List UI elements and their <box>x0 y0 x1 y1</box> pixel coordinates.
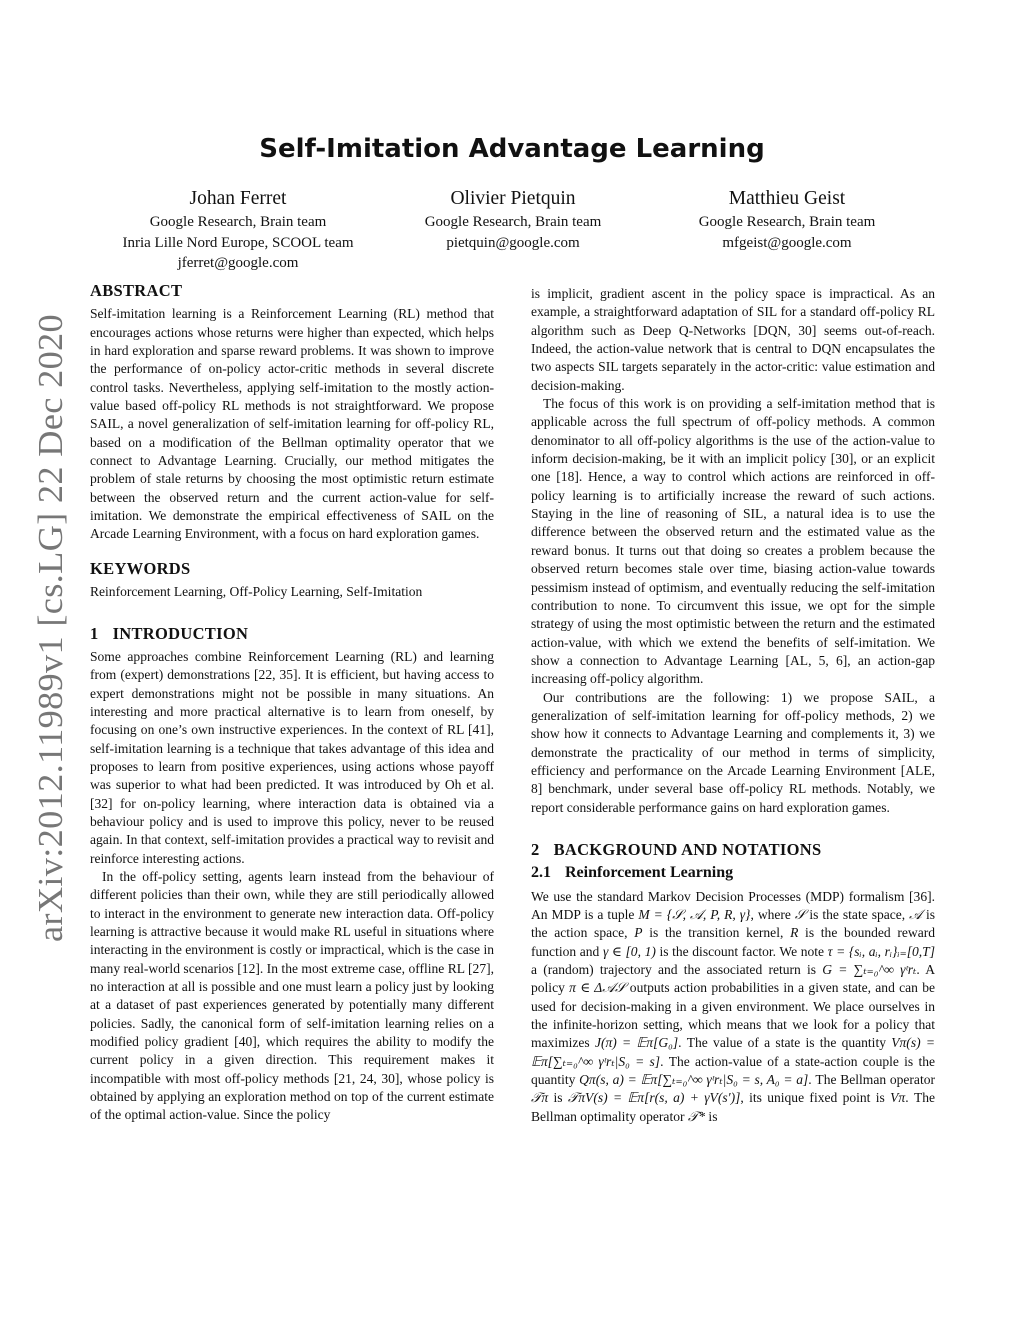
text-run: outputs action probabilities in a given state, and can be used for decision-making in a given environment. We place ourselves in the infinite-horizon setting, which means that we look for a policy that maximizes <box>531 980 935 1051</box>
text-run: is the action space, <box>531 907 935 941</box>
math-inline: 𝒯πV(s) = 𝔼π[r(s, a) + γV(s′)] <box>567 1090 741 1106</box>
author-block <box>363 186 663 253</box>
keywords-heading: KEYWORDS <box>90 558 191 578</box>
author-email: pietquin@google.com <box>446 234 580 251</box>
section-number: 2 <box>531 839 540 859</box>
text-run: , its unique fixed point is <box>740 1090 891 1106</box>
author-email: jferret@google.com <box>177 255 299 271</box>
text-run: a (random) trajectory and the associated return is <box>531 962 823 978</box>
text-run: is <box>705 1108 718 1124</box>
math-inline: γ ∈ [0, 1) <box>602 943 656 959</box>
background-paragraph <box>531 888 935 1126</box>
author-name: Olivier Pietquin <box>450 188 576 209</box>
math-inline: G = ∑ₜ₌₀^∞ γᵗrₜ <box>822 962 917 978</box>
text-run: is the state space, <box>805 907 910 922</box>
intro-paragraph: is implicit, gradient ascent in the policy space is impractical. As an example, a straightforward adaptation of SIL for a standard off-policy RL algorithm such as Deep Q-Networks [DQN, 30] seems out-of-reach. Indeed, the action-value network that is central to DQN encapsulates the two aspects SIL targets separately in the actor-critic: value estimation and decision-making. <box>531 286 935 393</box>
text-run: . The Bellman optimality operator <box>531 1090 935 1124</box>
math-inline: Vπ <box>890 1090 906 1106</box>
subsection-number: 2.1 <box>531 864 551 882</box>
rl-subheading <box>531 864 935 882</box>
section-title: INTRODUCTION <box>112 623 249 643</box>
page-title: Self-Imitation Advantage Learning <box>259 134 765 164</box>
abstract-heading: ABSTRACT <box>90 281 183 300</box>
math-inline: J(π) = 𝔼π[G₀] <box>594 1035 679 1051</box>
keywords-text: Reinforcement Learning, Off-Policy Learning, Self-Imitation <box>90 584 423 600</box>
section-title: BACKGROUND AND NOTATIONS <box>553 839 822 859</box>
author-name: Johan Ferret <box>189 188 287 209</box>
text-run: . The value of a state is the quantity <box>678 1035 892 1051</box>
math-inline: R <box>790 925 799 941</box>
intro-paragraph: In the off-policy setting, agents learn instead from the behaviour of different policies than their own, while they are still periodically allowed to interact in the environment to generate new interaction data. Off-policy learning is attractive because it would make RL useful in situations where interacting in the environment is costly or impractical, which is the case in many real-world scenarios [12]. In the most extreme case, offline RL [27], no interaction at all is possible and one must learn a policy just by looking at a dataset of past experiences generated by potentially many different policies. Sadly, the canonical form of self-imitation learning relies on a modified policy gradient [40], which requires the ability to modify the current policy in a given direction. This requirement makes it incompatible with most off-policy methods [21, 24, 30], whose policy is obtained by applying an exploration method on top of the current estimate of the optimal action-value. Since the policy <box>90 868 494 1123</box>
math-inline: 𝒜 <box>909 907 922 922</box>
author-email: mfgeist@google.com <box>722 234 852 251</box>
math-inline: P <box>634 925 643 941</box>
math-inline: 𝒯* <box>687 1108 706 1124</box>
text-run: . The action-value of a state-action couple is the quantity <box>531 1053 935 1088</box>
author-affiliation: Google Research, Brain team <box>424 214 602 230</box>
math-inline: τ = {sᵢ, aᵢ, rᵢ}ᵢ₌[0,T] <box>827 943 935 959</box>
text-run: is <box>548 1090 568 1106</box>
author-affiliation: Google Research, Brain team <box>698 214 876 230</box>
text-run: is the transition kernel, <box>642 925 791 941</box>
text-run: is the bounded reward function and <box>531 925 936 959</box>
author-block <box>88 186 388 274</box>
subsection-title: Reinforcement Learning <box>565 864 734 882</box>
math-inline: Qπ(s, a) = 𝔼π[∑ₜ₌₀^∞ γᵗrₜ|S₀ = s, A₀ = a] <box>579 1072 809 1088</box>
math-inline: Vπ(s) = 𝔼π[∑ₜ₌₀^∞ γᵗrₜ|S₀ = s] <box>531 1035 935 1069</box>
right-column <box>531 285 935 1126</box>
text-run: , where <box>750 907 795 922</box>
left-column <box>90 282 494 1125</box>
intro-paragraph: Some approaches combine Reinforcement Learning (RL) and learning from (expert) demonstrations [22, 35]. It is efficient, but having access to expert demonstrations might not be possible in many situations. An interesting and more practical alternative is to learn from oneself, by focusing on one’s own instructive experiences. In the context of RL [41], self-imitation learning is a technique that takes advantage of this idea and proposes to learn from positive experiences, using actions whose payoff was superior to what had been predicted. It was introduced by Oh et al. [32] for on-policy learning, where interaction data is obtained via a behaviour policy and is used to improve this policy, never to be reused again. In that context, self-imitation provides a practical way to revisit and reinforce interesting actions. <box>90 648 494 866</box>
author-affiliation: Google Research, Brain team <box>149 214 327 230</box>
math-inline: π ∈ Δ𝒜𝒮 <box>569 980 626 996</box>
text-run: is the discount factor. We note <box>655 943 828 959</box>
text-run: We use the standard Markov Decision Processes (MDP) formalism [36]. An MDP is a tuple <box>531 888 935 922</box>
text-run: . A policy <box>531 962 935 996</box>
background-heading <box>531 841 935 859</box>
intro-paragraph: Our contributions are the following: 1) we propose SAIL, a generalization of self-imitation learning for off-policy methods, 2) we show how it connects to Advantage Learning and complements it, 3) we demonstrate the practicality of our method in terms of simplicity, efficiency and performance on the Arcade Learning Environment [ALE, 8] benchmark, under several base off-policy RL methods. Notably, we report considerable performance gains on hard exploration games. <box>531 689 935 815</box>
arxiv-stamp <box>14 312 74 942</box>
math-inline: 𝒮 <box>794 907 806 922</box>
intro-heading <box>90 625 494 643</box>
math-inline: 𝒯π <box>531 1090 549 1106</box>
arxiv-id: arXiv:2012.11989v1 [cs.LG] 22 Dec 2020 <box>31 337 70 942</box>
intro-paragraph: The focus of this work is on providing a self-imitation method that is applicable across the full spectrum of off-policy methods. A common denominator to all off-policy algorithms is the use of the action-value to inform decision-making, be it with an implicit policy [30], or an explicit one [18]. Hence, a way to control which actions are reinforced in off-policy learning is to artificially increase the reward of such actions. Staying in the line of reasoning of SIL, a natural idea is to use the difference between the observed return and the estimated value as the reward bonus. It turns out that doing so creates a problem because the observed return becomes stale over time, biasing action-value towards pessimism instead of optimism, and eventually reducing the self-imitation contribution to none. To circumvent this issue, we opt for the simple strategy of using the most optimistic between the return and the estimated action-value, with which we extend the benefits of self-imitation. We show a connection to Advantage Learning [AL, 5, 6], an action-gap increasing off-policy algorithm. <box>531 396 935 687</box>
section-number: 1 <box>90 623 99 643</box>
abstract-text: Self-imitation learning is a Reinforcement Learning (RL) method that encourages actions whose returns were higher than expected, which helps in hard exploration and sparse reward problems. It was shown to improve the performance of on-policy actor-critic methods in several discrete control tasks. Nevertheless, applying self-imitation to the mostly action-value based off-policy RL methods is not straightforward. We propose SAIL, a novel generalization of self-imitation learning for off-policy RL, based on a modification of the Bellman optimality operator that we connect to Advantage Learning. Crucially, our method mitigates the problem of stale returns by choosing the most optimistic return estimate between the observed return and the current action-value for self-imitation. We demonstrate the empirical effectiveness of SAIL on the Arcade Learning Environment, with a focus on hard exploration games. <box>90 306 494 542</box>
author-block <box>637 186 937 253</box>
author-name: Matthieu Geist <box>728 188 846 209</box>
text-run: . The Bellman operator <box>808 1072 935 1088</box>
math-inline: M = {𝒮, 𝒜, P, R, γ} <box>638 907 751 922</box>
author-affiliation: Inria Lille Nord Europe, SCOOL team <box>122 234 354 251</box>
